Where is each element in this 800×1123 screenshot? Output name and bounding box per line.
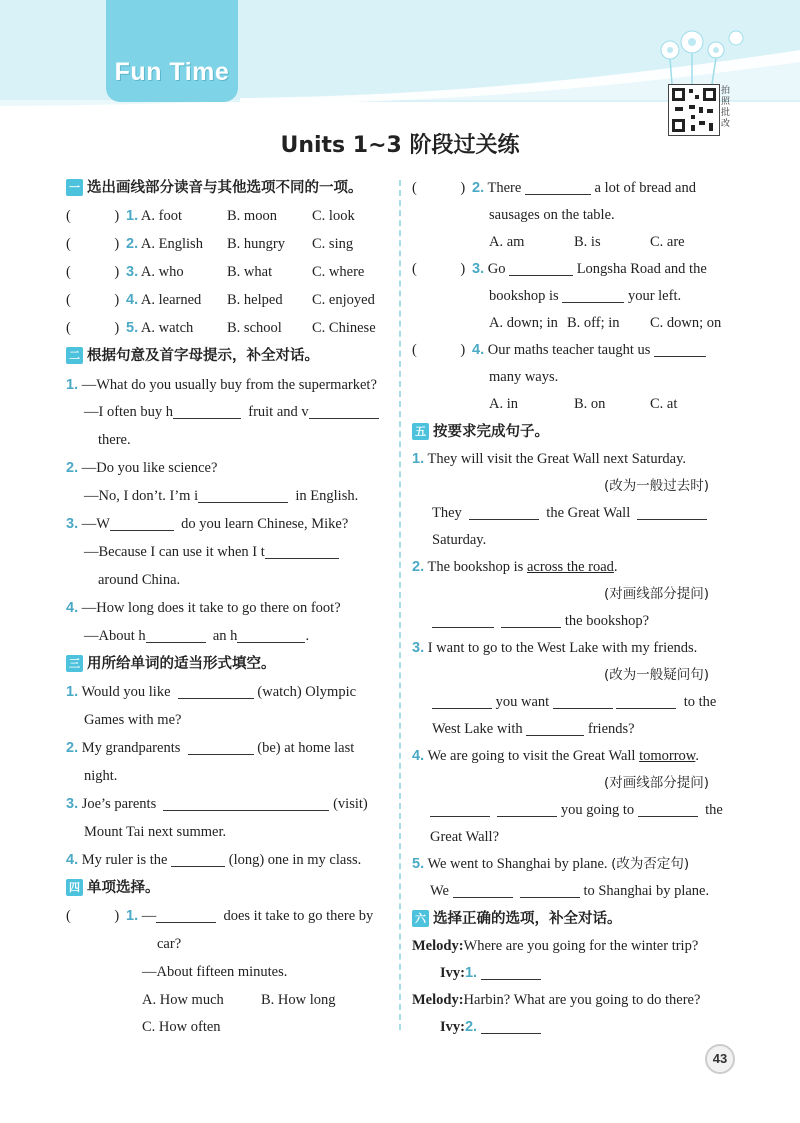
answer-blank[interactable] — [309, 403, 379, 419]
section-5-heading — [412, 422, 549, 442]
section-badge: 六 — [412, 910, 429, 927]
mc-row: ( ) 3. A. who — [66, 264, 184, 280]
question: ( ) 2. There a lot of bread and — [412, 180, 696, 196]
instruction-note: (对画线部分提问) — [604, 586, 710, 602]
option-b: B. moon — [227, 208, 277, 224]
option-c: C. down; on — [650, 315, 722, 331]
instruction-note: (对画线部分提问) — [604, 775, 710, 791]
option-c: C. look — [312, 208, 355, 224]
answer-paren[interactable]: ( ) — [412, 180, 466, 196]
option-a: A. English — [140, 236, 203, 252]
speaker: Melody: — [412, 938, 464, 954]
question: 1. —What do you usually buy from the supermarket? — [66, 377, 377, 393]
answer-blank[interactable] — [525, 179, 591, 195]
question-line: there. — [98, 432, 131, 448]
question-line: We to Shanghai by plane. — [430, 883, 710, 899]
page-title: Units 1~3 阶段过关练 — [280, 133, 520, 158]
section-badge: 五 — [412, 423, 429, 440]
column-divider — [399, 180, 401, 1030]
question: 3. —W do you learn Chinese, Mike? — [66, 516, 349, 532]
section-1-heading — [66, 178, 363, 198]
question-line: around China. — [98, 572, 181, 588]
answer-paren[interactable]: ( ) — [66, 264, 120, 280]
answer-blank[interactable] — [481, 1018, 541, 1034]
question-line: bookshop is your left. — [489, 288, 682, 304]
option-b: B. hungry — [227, 236, 285, 252]
question: 4. My ruler is the (long) one in my class. — [66, 852, 362, 868]
question-line: West Lake with friends? — [432, 721, 635, 737]
section-heading-text: 用所给单词的适当形式填空。 — [87, 656, 276, 672]
answer-blank[interactable] — [616, 693, 676, 709]
answer-blank[interactable] — [526, 720, 584, 736]
option-c: C. sing — [312, 236, 354, 252]
dialogue-line: Melody:Harbin? What are you going to do there? — [412, 992, 701, 1008]
question: 1. Would you like (watch) Olympic — [66, 684, 357, 700]
answer-blank[interactable] — [237, 627, 305, 643]
question: ( ) 4. Our maths teacher taught us — [412, 340, 706, 360]
option-a: A. watch — [140, 320, 194, 336]
qr-caption: 拍照批改 — [721, 86, 731, 129]
flower-decoration-icon — [640, 20, 760, 90]
answer-blank[interactable] — [265, 543, 339, 559]
option-b: B. on — [574, 396, 606, 412]
answer-blank[interactable] — [110, 515, 174, 531]
option-b: B. How long — [261, 992, 336, 1008]
section-heading-text: 根据句意及首字母提示，补全对话。 — [87, 348, 319, 364]
option-b: B. is — [574, 234, 601, 250]
answer-blank[interactable] — [553, 693, 613, 709]
answer-blank[interactable] — [501, 612, 561, 628]
answer-paren[interactable]: ( ) — [66, 292, 120, 308]
question-line: you going to the — [430, 800, 723, 820]
speaker: Ivy: — [440, 965, 465, 981]
mc-row: ( ) 4. A. learned — [66, 292, 202, 308]
answer-blank[interactable] — [481, 964, 541, 980]
answer-blank[interactable] — [637, 504, 707, 520]
option-c: C. at — [650, 396, 678, 412]
section-badge: 一 — [66, 179, 83, 196]
question: 1. They will visit the Great Wall next Saturday. — [412, 451, 687, 467]
question: 2. The bookshop is across the road. — [412, 559, 618, 575]
page-number: 43 — [705, 1044, 735, 1074]
answer-blank[interactable] — [520, 882, 580, 898]
dialogue-line: Ivy:2. — [440, 1017, 541, 1037]
dialogue-line: Melody:Where are you going for the winter trip? — [412, 938, 699, 954]
section-badge: 二 — [66, 347, 83, 364]
option-b: B. helped — [227, 292, 283, 308]
section-heading-text: 按要求完成句子。 — [433, 424, 549, 440]
mc-row: ( ) 5. A. watch — [66, 320, 194, 336]
answer-blank[interactable] — [430, 801, 490, 817]
answer-blank[interactable] — [188, 739, 254, 755]
answer-blank[interactable] — [654, 341, 706, 357]
mc-row: ( ) 1. A. foot — [66, 208, 183, 224]
section-badge: 三 — [66, 655, 83, 672]
question-line: —I often buy h fruit and v — [84, 402, 379, 422]
option-c: C. enjoyed — [312, 292, 375, 308]
answer-blank[interactable] — [469, 504, 539, 520]
answer-paren[interactable]: ( ) — [66, 236, 120, 252]
question-line: Games with me? — [84, 712, 182, 728]
option-a: A. in — [489, 396, 518, 412]
answer-blank[interactable] — [163, 795, 329, 811]
underlined-phrase: tomorrow — [639, 748, 696, 764]
answer-blank[interactable] — [562, 287, 624, 303]
mc-row: ( ) 2. A. English — [66, 236, 203, 252]
question: 5. We went to Shanghai by plane. (改为否定句) — [412, 856, 690, 872]
answer-paren[interactable]: ( ) — [412, 342, 466, 358]
question-line: Saturday. — [432, 532, 487, 548]
answer-paren[interactable]: ( ) — [412, 261, 466, 277]
answer-blank[interactable] — [156, 907, 216, 923]
speaker: Ivy: — [440, 1019, 465, 1035]
answer-blank[interactable] — [178, 683, 254, 699]
answer-paren[interactable]: ( ) — [66, 908, 120, 924]
option-b: B. off; in — [567, 315, 620, 331]
option-a: A. who — [140, 264, 184, 280]
option-c: C. are — [650, 234, 685, 250]
speaker: Melody: — [412, 992, 464, 1008]
answer-blank[interactable] — [146, 627, 206, 643]
section-4-heading — [66, 878, 160, 898]
answer-blank[interactable] — [198, 487, 288, 503]
fun-time-tab — [106, 0, 238, 102]
answer-paren[interactable]: ( ) — [66, 208, 120, 224]
section-badge: 四 — [66, 879, 83, 896]
option-b: B. school — [227, 320, 282, 336]
question: 3. Joe’s parents (visit) — [66, 796, 368, 812]
question-line: sausages on the table. — [489, 207, 615, 223]
option-c: C. where — [312, 264, 365, 280]
question: 2. My grandparents (be) at home last — [66, 740, 355, 756]
instruction-note: (改为否定句) — [611, 856, 690, 872]
section-6-heading — [412, 909, 622, 929]
section-2-heading — [66, 346, 319, 366]
answer-blank[interactable] — [173, 403, 241, 419]
answer-blank[interactable] — [509, 260, 573, 276]
answer-blank[interactable] — [432, 693, 492, 709]
question: 2. —Do you like science? — [66, 460, 218, 476]
question-line: —About fifteen minutes. — [142, 964, 288, 980]
answer-paren[interactable]: ( ) — [66, 320, 120, 336]
answer-blank[interactable] — [453, 882, 513, 898]
underlined-phrase: across the road — [526, 559, 614, 575]
question-line: —No, I don’t. I’m i in English. — [84, 488, 359, 504]
question-line: many ways. — [489, 369, 559, 385]
section-3-heading — [66, 654, 276, 674]
question-line: —Because I can use it when I t — [84, 542, 339, 562]
answer-blank[interactable] — [432, 612, 494, 628]
option-c: C. How often — [142, 1019, 221, 1035]
option-a: A. am — [489, 234, 525, 250]
instruction-note: (改为一般过去时) — [604, 478, 710, 494]
option-b: B. what — [227, 264, 273, 280]
question: 4. We are going to visit the Great Wall tomorrow. — [412, 748, 699, 764]
option-a: A. foot — [140, 208, 183, 224]
option-c: C. Chinese — [312, 320, 376, 336]
question-line: car? — [157, 936, 182, 952]
dialogue-line: Ivy:1. — [440, 963, 541, 983]
question-line: Mount Tai next summer. — [84, 824, 227, 840]
question-line: They the Great Wall — [432, 503, 707, 523]
question: 3. I want to go to the West Lake with my friends. — [412, 640, 698, 656]
question: ( ) 1. — does it take to go there by — [66, 908, 374, 924]
instruction-note: (改为一般疑问句) — [604, 667, 710, 683]
answer-blank[interactable] — [497, 801, 557, 817]
answer-blank[interactable] — [171, 851, 225, 867]
question: ( ) 3. Go Longsha Road and the — [412, 261, 707, 277]
section-heading-text: 选择正确的选项，补全对话。 — [433, 911, 622, 927]
option-a: A. learned — [140, 292, 202, 308]
answer-blank[interactable] — [638, 801, 698, 817]
section-heading-text: 选出画线部分读音与其他选项不同的一项。 — [87, 180, 363, 196]
option-a: A. down; in — [489, 315, 558, 331]
question-line: Great Wall? — [430, 829, 500, 845]
question-line: night. — [84, 768, 118, 784]
question-line: —About h an h . — [84, 628, 310, 644]
option-a: A. How much — [142, 992, 224, 1008]
question-line: you want to the — [432, 692, 716, 712]
fun-time-label: Fun Time — [114, 58, 230, 86]
question: 4. —How long does it take to go there on foot? — [66, 600, 341, 616]
section-heading-text: 单项选择。 — [87, 880, 160, 896]
question-line: the bookshop? — [432, 611, 649, 631]
